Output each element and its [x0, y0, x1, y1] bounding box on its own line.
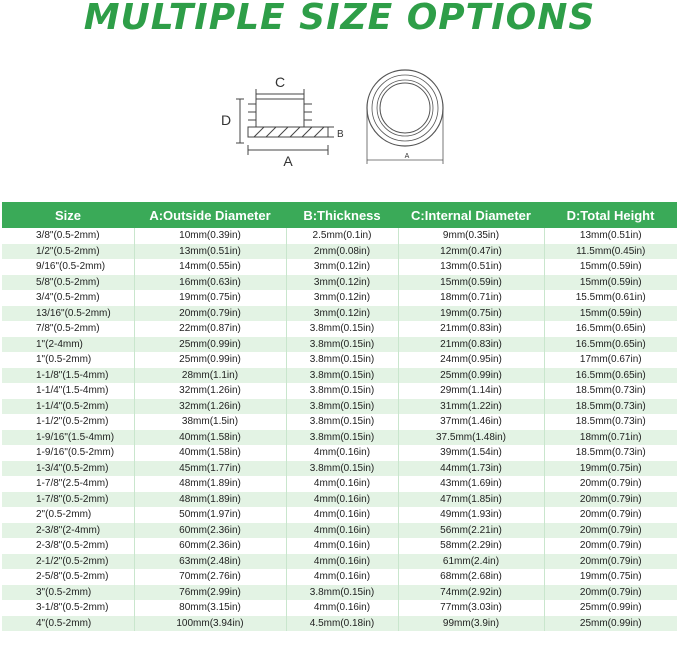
- internal-diameter-cell: 74mm(2.92in): [398, 585, 544, 601]
- size-cell: 1-1/8"(1.5-4mm): [2, 368, 134, 384]
- total-height-cell: 20mm(0.79in): [544, 507, 677, 523]
- internal-diameter-cell: 12mm(0.47in): [398, 244, 544, 260]
- thickness-cell: 3.8mm(0.15in): [286, 399, 398, 415]
- outside-diameter-cell: 25mm(0.99in): [134, 352, 286, 368]
- thickness-cell: 3.8mm(0.15in): [286, 321, 398, 337]
- outside-diameter-cell: 28mm(1.1in): [134, 368, 286, 384]
- outside-diameter-cell: 40mm(1.58in): [134, 430, 286, 446]
- size-cell: 1-1/4"(0.5-2mm): [2, 399, 134, 415]
- total-height-cell: 11.5mm(0.45in): [544, 244, 677, 260]
- header-thickness: B:Thickness: [286, 202, 398, 228]
- total-height-cell: 19mm(0.75in): [544, 461, 677, 477]
- table-header-row: [2, 202, 677, 228]
- thickness-cell: 3.8mm(0.15in): [286, 383, 398, 399]
- label-a: A: [283, 153, 293, 169]
- table-row: [2, 616, 677, 632]
- internal-diameter-cell: 37.5mm(1.48in): [398, 430, 544, 446]
- size-cell: 2-3/8"(0.5-2mm): [2, 538, 134, 554]
- thickness-cell: 3.8mm(0.15in): [286, 337, 398, 353]
- internal-diameter-cell: 49mm(1.93in): [398, 507, 544, 523]
- thickness-cell: 2mm(0.08in): [286, 244, 398, 260]
- size-cell: 3/8"(0.5-2mm): [2, 228, 134, 244]
- size-cell: 3/4"(0.5-2mm): [2, 290, 134, 306]
- thickness-cell: 3mm(0.12in): [286, 275, 398, 291]
- table-row: [2, 259, 677, 275]
- table-row: [2, 600, 677, 616]
- table-row: [2, 476, 677, 492]
- internal-diameter-cell: 21mm(0.83in): [398, 321, 544, 337]
- internal-diameter-cell: 19mm(0.75in): [398, 306, 544, 322]
- internal-diameter-cell: 37mm(1.46in): [398, 414, 544, 430]
- table-row: [2, 306, 677, 322]
- size-cell: 1-1/2"(0.5-2mm): [2, 414, 134, 430]
- table-row: [2, 275, 677, 291]
- size-cell: 1"(2-4mm): [2, 337, 134, 353]
- total-height-cell: 20mm(0.79in): [544, 476, 677, 492]
- internal-diameter-cell: 18mm(0.71in): [398, 290, 544, 306]
- thickness-cell: 2.5mm(0.1in): [286, 228, 398, 244]
- page-title: MULTIPLE SIZE OPTIONS: [83, 0, 596, 38]
- total-height-cell: 18.5mm(0.73in): [544, 414, 677, 430]
- table-row: [2, 492, 677, 508]
- internal-diameter-cell: 99mm(3.9in): [398, 616, 544, 632]
- thickness-cell: 3.8mm(0.15in): [286, 430, 398, 446]
- total-height-cell: 25mm(0.99in): [544, 600, 677, 616]
- table-row: [2, 430, 677, 446]
- thickness-cell: 4mm(0.16in): [286, 476, 398, 492]
- total-height-cell: 18.5mm(0.73in): [544, 383, 677, 399]
- table-row: [2, 352, 677, 368]
- thickness-cell: 3.8mm(0.15in): [286, 414, 398, 430]
- outside-diameter-cell: 13mm(0.51in): [134, 244, 286, 260]
- internal-diameter-cell: 43mm(1.69in): [398, 476, 544, 492]
- total-height-cell: 16.5mm(0.65in): [544, 368, 677, 384]
- dimension-diagram: [212, 52, 472, 172]
- size-cell: 13/16"(0.5-2mm): [2, 306, 134, 322]
- table-row: [2, 569, 677, 585]
- thickness-cell: 4mm(0.16in): [286, 523, 398, 539]
- outside-diameter-cell: 38mm(1.5in): [134, 414, 286, 430]
- total-height-cell: 15mm(0.59in): [544, 306, 677, 322]
- header-outside-diameter: A:Outside Diameter: [134, 202, 286, 228]
- size-cell: 4"(0.5-2mm): [2, 616, 134, 632]
- internal-diameter-cell: 47mm(1.85in): [398, 492, 544, 508]
- total-height-cell: 20mm(0.79in): [544, 554, 677, 570]
- size-cell: 1-9/16"(0.5-2mm): [2, 445, 134, 461]
- label-d: D: [220, 112, 232, 128]
- size-cell: 1-1/4"(1.5-4mm): [2, 383, 134, 399]
- outside-diameter-cell: 32mm(1.26in): [134, 399, 286, 415]
- total-height-cell: 15mm(0.59in): [544, 259, 677, 275]
- size-cell: 2-1/2"(0.5-2mm): [2, 554, 134, 570]
- thickness-cell: 4mm(0.16in): [286, 492, 398, 508]
- outside-diameter-cell: 50mm(1.97in): [134, 507, 286, 523]
- table-row: [2, 290, 677, 306]
- size-cell: 5/8"(0.5-2mm): [2, 275, 134, 291]
- total-height-cell: 15mm(0.59in): [544, 275, 677, 291]
- table-row: [2, 383, 677, 399]
- table-row: [2, 321, 677, 337]
- size-table: [2, 202, 677, 631]
- front-view: [367, 70, 443, 164]
- size-cell: 1"(0.5-2mm): [2, 352, 134, 368]
- table-row: [2, 507, 677, 523]
- outside-diameter-cell: 60mm(2.36in): [134, 523, 286, 539]
- outside-diameter-cell: 48mm(1.89in): [134, 476, 286, 492]
- total-height-cell: 16.5mm(0.65in): [544, 337, 677, 353]
- total-height-cell: 20mm(0.79in): [544, 585, 677, 601]
- total-height-cell: 25mm(0.99in): [544, 616, 677, 632]
- outside-diameter-cell: 22mm(0.87in): [134, 321, 286, 337]
- internal-diameter-cell: 15mm(0.59in): [398, 275, 544, 291]
- size-cell: 1-9/16"(1.5-4mm): [2, 430, 134, 446]
- size-cell: 3-1/8"(0.5-2mm): [2, 600, 134, 616]
- size-cell: 9/16"(0.5-2mm): [2, 259, 134, 275]
- internal-diameter-cell: 58mm(2.29in): [398, 538, 544, 554]
- table-row: [2, 228, 677, 244]
- outside-diameter-cell: 25mm(0.99in): [134, 337, 286, 353]
- size-cell: 1-3/4"(0.5-2mm): [2, 461, 134, 477]
- outside-diameter-cell: 48mm(1.89in): [134, 492, 286, 508]
- header-size: Size: [2, 202, 134, 228]
- table-row: [2, 414, 677, 430]
- table-row: [2, 523, 677, 539]
- outside-diameter-cell: 100mm(3.94in): [134, 616, 286, 632]
- size-cell: 1-7/8"(0.5-2mm): [2, 492, 134, 508]
- total-height-cell: 18mm(0.71in): [544, 430, 677, 446]
- label-a-front: A: [404, 153, 410, 160]
- thickness-cell: 4mm(0.16in): [286, 569, 398, 585]
- outside-diameter-cell: 14mm(0.55in): [134, 259, 286, 275]
- size-cell: 3"(0.5-2mm): [2, 585, 134, 601]
- size-cell: 1/2"(0.5-2mm): [2, 244, 134, 260]
- outside-diameter-cell: 70mm(2.76in): [134, 569, 286, 585]
- table-body: [2, 228, 677, 631]
- internal-diameter-cell: 13mm(0.51in): [398, 259, 544, 275]
- thickness-cell: 3mm(0.12in): [286, 259, 398, 275]
- table-row: [2, 337, 677, 353]
- header-total-height: D:Total Height: [544, 202, 677, 228]
- size-cell: 2-5/8"(0.5-2mm): [2, 569, 134, 585]
- internal-diameter-cell: 29mm(1.14in): [398, 383, 544, 399]
- thickness-cell: 4mm(0.16in): [286, 554, 398, 570]
- table-row: [2, 445, 677, 461]
- side-view: [236, 89, 334, 155]
- thickness-cell: 4mm(0.16in): [286, 507, 398, 523]
- label-b: B: [337, 129, 344, 140]
- outside-diameter-cell: 45mm(1.77in): [134, 461, 286, 477]
- header-internal-diameter: C:Internal Diameter: [398, 202, 544, 228]
- thickness-cell: 3.8mm(0.15in): [286, 461, 398, 477]
- table-row: [2, 461, 677, 477]
- internal-diameter-cell: 56mm(2.21in): [398, 523, 544, 539]
- thickness-cell: 4mm(0.16in): [286, 538, 398, 554]
- outside-diameter-cell: 40mm(1.58in): [134, 445, 286, 461]
- total-height-cell: 20mm(0.79in): [544, 538, 677, 554]
- internal-diameter-cell: 44mm(1.73in): [398, 461, 544, 477]
- table-row: [2, 538, 677, 554]
- table-row: [2, 585, 677, 601]
- total-height-cell: 16.5mm(0.65in): [544, 321, 677, 337]
- thickness-cell: 4mm(0.16in): [286, 445, 398, 461]
- thickness-cell: 4mm(0.16in): [286, 600, 398, 616]
- total-height-cell: 19mm(0.75in): [544, 569, 677, 585]
- label-c: C: [274, 74, 286, 90]
- outside-diameter-cell: 20mm(0.79in): [134, 306, 286, 322]
- table-row: [2, 554, 677, 570]
- thickness-cell: 3.8mm(0.15in): [286, 352, 398, 368]
- size-cell: 1-7/8"(2.5-4mm): [2, 476, 134, 492]
- internal-diameter-cell: 25mm(0.99in): [398, 368, 544, 384]
- size-cell: 2"(0.5-2mm): [2, 507, 134, 523]
- thickness-cell: 3.8mm(0.15in): [286, 585, 398, 601]
- total-height-cell: 13mm(0.51in): [544, 228, 677, 244]
- size-cell: 7/8"(0.5-2mm): [2, 321, 134, 337]
- outside-diameter-cell: 80mm(3.15in): [134, 600, 286, 616]
- internal-diameter-cell: 31mm(1.22in): [398, 399, 544, 415]
- internal-diameter-cell: 21mm(0.83in): [398, 337, 544, 353]
- total-height-cell: 15.5mm(0.61in): [544, 290, 677, 306]
- total-height-cell: 17mm(0.67in): [544, 352, 677, 368]
- table-row: [2, 244, 677, 260]
- outside-diameter-cell: 76mm(2.99in): [134, 585, 286, 601]
- internal-diameter-cell: 77mm(3.03in): [398, 600, 544, 616]
- internal-diameter-cell: 9mm(0.35in): [398, 228, 544, 244]
- thickness-cell: 4.5mm(0.18in): [286, 616, 398, 632]
- internal-diameter-cell: 68mm(2.68in): [398, 569, 544, 585]
- table-row: [2, 368, 677, 384]
- outside-diameter-cell: 60mm(2.36in): [134, 538, 286, 554]
- outside-diameter-cell: 63mm(2.48in): [134, 554, 286, 570]
- outside-diameter-cell: 19mm(0.75in): [134, 290, 286, 306]
- thickness-cell: 3.8mm(0.15in): [286, 368, 398, 384]
- internal-diameter-cell: 24mm(0.95in): [398, 352, 544, 368]
- outside-diameter-cell: 16mm(0.63in): [134, 275, 286, 291]
- internal-diameter-cell: 61mm(2.4in): [398, 554, 544, 570]
- size-cell: 2-3/8"(2-4mm): [2, 523, 134, 539]
- thickness-cell: 3mm(0.12in): [286, 290, 398, 306]
- outside-diameter-cell: 32mm(1.26in): [134, 383, 286, 399]
- total-height-cell: 20mm(0.79in): [544, 492, 677, 508]
- internal-diameter-cell: 39mm(1.54in): [398, 445, 544, 461]
- thickness-cell: 3mm(0.12in): [286, 306, 398, 322]
- total-height-cell: 18.5mm(0.73in): [544, 399, 677, 415]
- total-height-cell: 18.5mm(0.73in): [544, 445, 677, 461]
- total-height-cell: 20mm(0.79in): [544, 523, 677, 539]
- table-row: [2, 399, 677, 415]
- outside-diameter-cell: 10mm(0.39in): [134, 228, 286, 244]
